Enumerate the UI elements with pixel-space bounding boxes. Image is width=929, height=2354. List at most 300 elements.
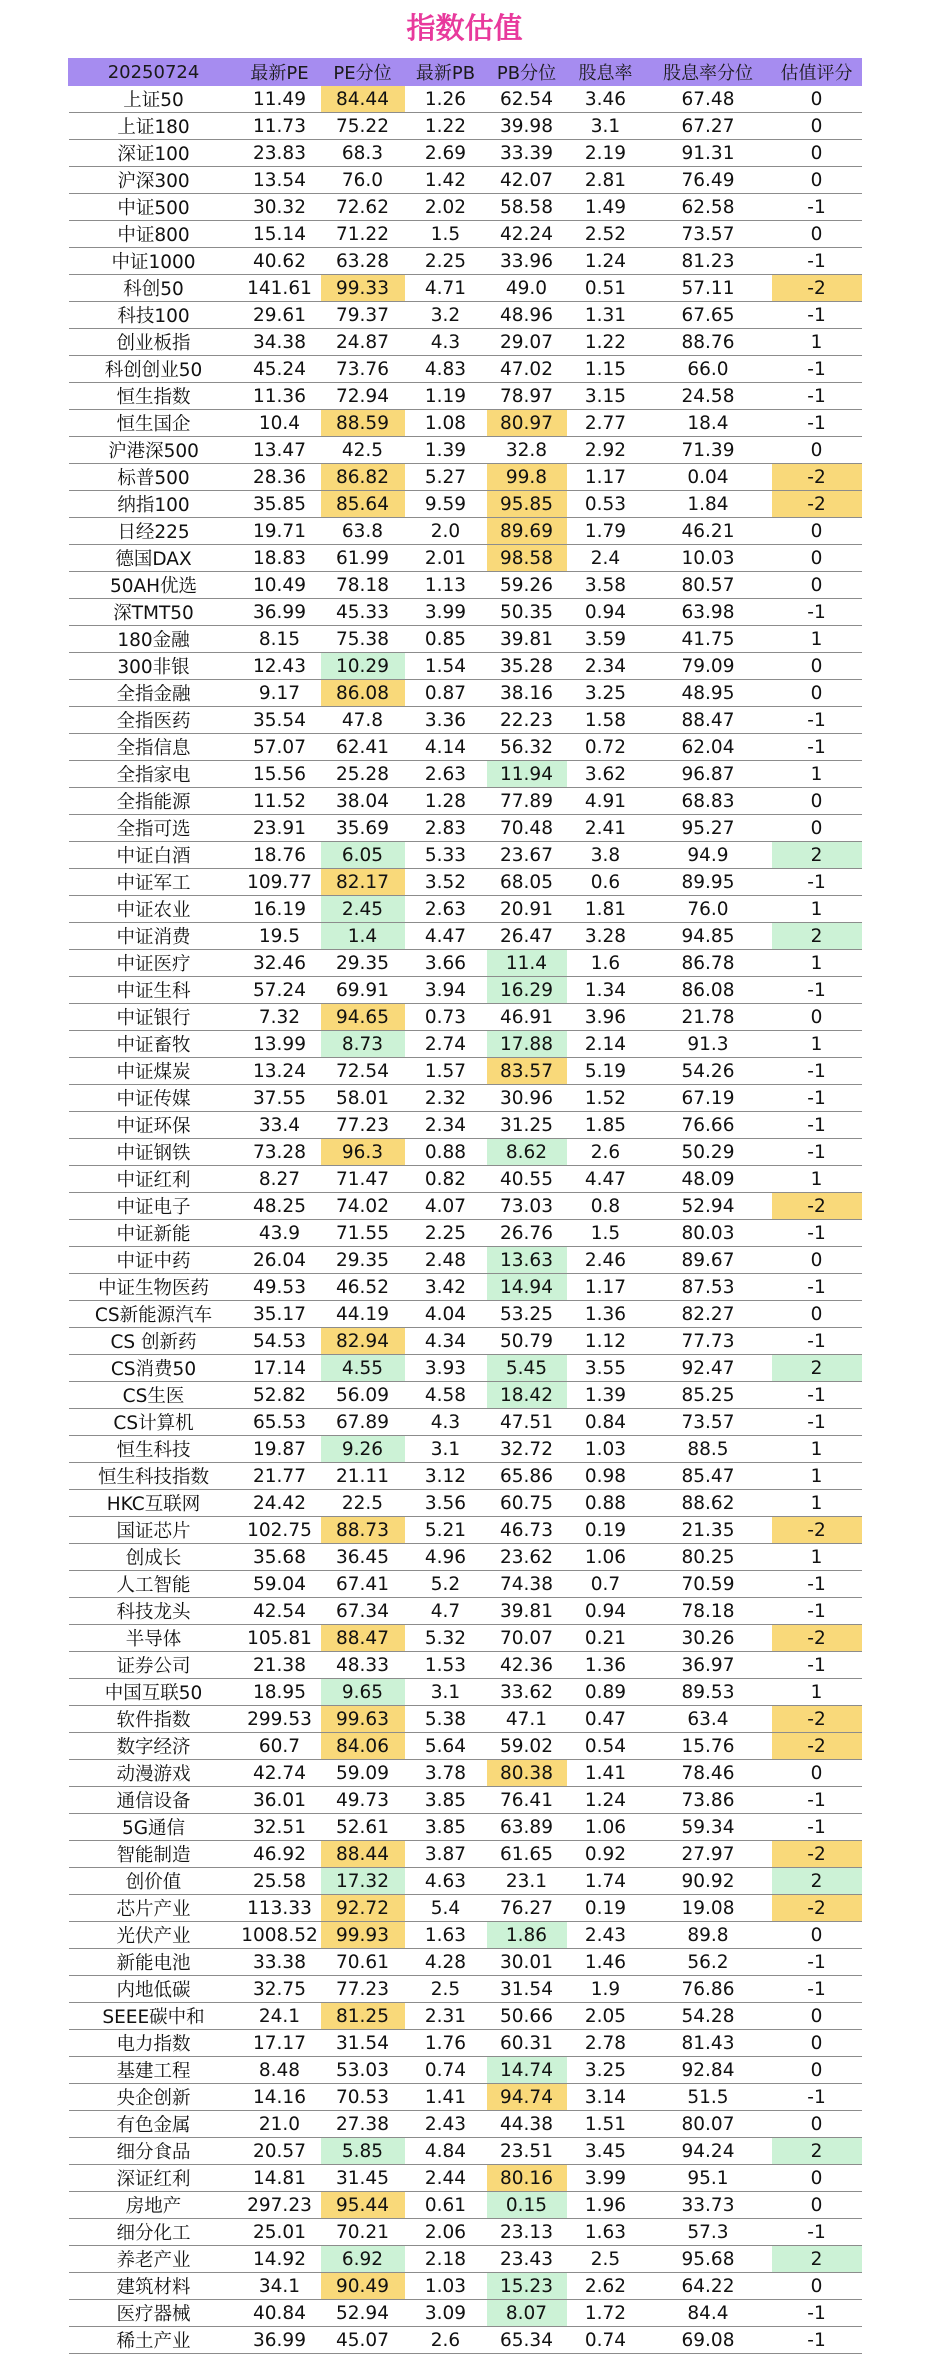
valuation-score: -1	[772, 356, 862, 383]
valuation-score: 2	[772, 2138, 862, 2165]
pb-percentile: 61.65	[487, 1841, 567, 1868]
pe-percentile: 74.02	[321, 1193, 405, 1220]
dividend-yield: 0.8	[567, 1193, 645, 1220]
dividend-percentile: 50.29	[645, 1139, 772, 1166]
valuation-score: -1	[772, 1814, 862, 1841]
valuation-score: -1	[772, 1652, 862, 1679]
pb-value: 9.59	[405, 491, 487, 518]
pb-value: 3.85	[405, 1787, 487, 1814]
pb-value: 4.3	[405, 1409, 487, 1436]
dividend-yield: 0.19	[567, 1895, 645, 1922]
pe-value: 21.0	[239, 2111, 321, 2138]
pb-percentile: 8.07	[487, 2300, 567, 2327]
dividend-yield: 1.46	[567, 1949, 645, 1976]
dividend-yield: 1.03	[567, 1436, 645, 1463]
dividend-percentile: 30.26	[645, 1625, 772, 1652]
pe-percentile: 48.33	[321, 1652, 405, 1679]
index-name: 沪港深500	[69, 437, 239, 464]
dividend-percentile: 63.4	[645, 1706, 772, 1733]
table-row	[69, 2300, 862, 2327]
pe-percentile: 24.87	[321, 329, 405, 356]
dividend-yield: 0.54	[567, 1733, 645, 1760]
dividend-yield: 3.14	[567, 2084, 645, 2111]
pb-value: 4.47	[405, 923, 487, 950]
table-row	[69, 275, 862, 302]
dividend-percentile: 67.48	[645, 86, 772, 113]
pb-value: 4.14	[405, 734, 487, 761]
valuation-score: 2	[772, 1355, 862, 1382]
index-name: 软件指数	[69, 1706, 239, 1733]
table-row	[69, 329, 862, 356]
pb-value: 3.66	[405, 950, 487, 977]
dividend-percentile: 1.84	[645, 491, 772, 518]
dividend-yield: 1.34	[567, 977, 645, 1004]
dividend-yield: 1.9	[567, 1976, 645, 2003]
table-row	[69, 2030, 862, 2057]
dividend-yield: 1.85	[567, 1112, 645, 1139]
dividend-percentile: 86.78	[645, 950, 772, 977]
index-name: 中证钢铁	[69, 1139, 239, 1166]
pb-value: 1.63	[405, 1922, 487, 1949]
dividend-percentile: 59.34	[645, 1814, 772, 1841]
dividend-percentile: 79.09	[645, 653, 772, 680]
valuation-score: -1	[772, 1058, 862, 1085]
dividend-percentile: 76.49	[645, 167, 772, 194]
pe-percentile: 70.21	[321, 2219, 405, 2246]
pb-percentile: 46.91	[487, 1004, 567, 1031]
valuation-score: 0	[772, 1760, 862, 1787]
dividend-yield: 2.46	[567, 1247, 645, 1274]
dividend-percentile: 78.46	[645, 1760, 772, 1787]
dividend-yield: 1.24	[567, 1787, 645, 1814]
table-row	[69, 1571, 862, 1598]
table-row	[69, 194, 862, 221]
index-name: 建筑材料	[69, 2273, 239, 2300]
table-row	[69, 1328, 862, 1355]
table-row	[69, 896, 862, 923]
pb-value: 4.04	[405, 1301, 487, 1328]
pb-value: 1.39	[405, 437, 487, 464]
pb-percentile: 50.35	[487, 599, 567, 626]
pe-percentile: 36.45	[321, 1544, 405, 1571]
pb-value: 1.19	[405, 383, 487, 410]
pb-percentile: 42.24	[487, 221, 567, 248]
table-row	[69, 1706, 862, 1733]
pe-percentile: 90.49	[321, 2273, 405, 2300]
index-name: 深TMT50	[69, 599, 239, 626]
pe-percentile: 69.91	[321, 977, 405, 1004]
pe-value: 35.17	[239, 1301, 321, 1328]
index-name: 5G通信	[69, 1814, 239, 1841]
index-name: 央企创新	[69, 2084, 239, 2111]
index-name: 300非银	[69, 653, 239, 680]
pb-value: 4.58	[405, 1382, 487, 1409]
pe-value: 32.75	[239, 1976, 321, 2003]
dividend-percentile: 84.4	[645, 2300, 772, 2327]
pb-value: 1.22	[405, 113, 487, 140]
valuation-score: -1	[772, 869, 862, 896]
pb-value: 4.07	[405, 1193, 487, 1220]
valuation-score: -2	[772, 464, 862, 491]
dividend-percentile: 54.26	[645, 1058, 772, 1085]
table-row	[69, 1436, 862, 1463]
pb-value: 2.44	[405, 2165, 487, 2192]
pb-percentile: 49.0	[487, 275, 567, 302]
dividend-yield: 2.19	[567, 140, 645, 167]
valuation-score: 0	[772, 86, 862, 113]
valuation-score: -1	[772, 2300, 862, 2327]
pe-value: 8.15	[239, 626, 321, 653]
pe-value: 8.27	[239, 1166, 321, 1193]
pb-value: 1.42	[405, 167, 487, 194]
dividend-yield: 2.62	[567, 2273, 645, 2300]
valuation-score: 0	[772, 2003, 862, 2030]
pe-percentile: 86.08	[321, 680, 405, 707]
valuation-score: 1	[772, 1679, 862, 1706]
pe-percentile: 77.23	[321, 1112, 405, 1139]
dividend-percentile: 80.25	[645, 1544, 772, 1571]
index-name: 纳指100	[69, 491, 239, 518]
pb-value: 0.73	[405, 1004, 487, 1031]
pe-percentile: 62.41	[321, 734, 405, 761]
index-name: 全指家电	[69, 761, 239, 788]
pe-value: 9.17	[239, 680, 321, 707]
table-row	[69, 2138, 862, 2165]
pb-value: 0.88	[405, 1139, 487, 1166]
dividend-yield: 1.06	[567, 1544, 645, 1571]
table-row	[69, 167, 862, 194]
valuation-score: 0	[772, 653, 862, 680]
pb-percentile: 5.45	[487, 1355, 567, 1382]
pe-percentile: 82.17	[321, 869, 405, 896]
pe-value: 33.4	[239, 1112, 321, 1139]
pb-value: 4.96	[405, 1544, 487, 1571]
dividend-yield: 1.96	[567, 2192, 645, 2219]
pb-percentile: 23.13	[487, 2219, 567, 2246]
dividend-percentile: 56.2	[645, 1949, 772, 1976]
valuation-score: 1	[772, 1544, 862, 1571]
pe-value: 23.83	[239, 140, 321, 167]
pb-value: 2.01	[405, 545, 487, 572]
dividend-percentile: 19.08	[645, 1895, 772, 1922]
dividend-yield: 2.92	[567, 437, 645, 464]
table-row	[69, 707, 862, 734]
pb-percentile: 98.58	[487, 545, 567, 572]
valuation-score: 0	[772, 1301, 862, 1328]
pe-value: 299.53	[239, 1706, 321, 1733]
dividend-percentile: 46.21	[645, 518, 772, 545]
pe-value: 40.84	[239, 2300, 321, 2327]
dividend-yield: 1.36	[567, 1652, 645, 1679]
table-row	[69, 2057, 862, 2084]
pb-percentile: 32.72	[487, 1436, 567, 1463]
dividend-percentile: 88.76	[645, 329, 772, 356]
pe-percentile: 99.33	[321, 275, 405, 302]
pb-value: 0.85	[405, 626, 487, 653]
valuation-score: -2	[772, 1625, 862, 1652]
pe-value: 19.5	[239, 923, 321, 950]
valuation-score: 0	[772, 545, 862, 572]
pb-percentile: 89.69	[487, 518, 567, 545]
dividend-yield: 0.74	[567, 2327, 645, 2354]
index-name: 中国互联50	[69, 1679, 239, 1706]
pe-percentile: 67.34	[321, 1598, 405, 1625]
dividend-yield: 3.1	[567, 113, 645, 140]
pb-percentile: 17.88	[487, 1031, 567, 1058]
valuation-score: -1	[772, 1274, 862, 1301]
pe-percentile: 63.8	[321, 518, 405, 545]
index-name: 中证环保	[69, 1112, 239, 1139]
table-row	[69, 1274, 862, 1301]
header-pe: 最新PE	[239, 59, 321, 86]
pb-percentile: 40.55	[487, 1166, 567, 1193]
dividend-yield: 1.24	[567, 248, 645, 275]
pe-percentile: 25.28	[321, 761, 405, 788]
table-row	[69, 1301, 862, 1328]
dividend-yield: 3.8	[567, 842, 645, 869]
pe-percentile: 47.8	[321, 707, 405, 734]
dividend-yield: 1.74	[567, 1868, 645, 1895]
dividend-percentile: 88.47	[645, 707, 772, 734]
pe-value: 13.24	[239, 1058, 321, 1085]
dividend-yield: 3.59	[567, 626, 645, 653]
pe-value: 43.9	[239, 1220, 321, 1247]
index-name: 电力指数	[69, 2030, 239, 2057]
pe-value: 17.14	[239, 1355, 321, 1382]
table-row	[69, 1220, 862, 1247]
table-row	[69, 761, 862, 788]
pe-value: 26.04	[239, 1247, 321, 1274]
table-row	[69, 1841, 862, 1868]
pe-percentile: 29.35	[321, 1247, 405, 1274]
table-row	[69, 410, 862, 437]
pb-percentile: 65.86	[487, 1463, 567, 1490]
table-body	[69, 86, 862, 2354]
dividend-percentile: 94.85	[645, 923, 772, 950]
pe-percentile: 31.45	[321, 2165, 405, 2192]
index-name: 中证农业	[69, 896, 239, 923]
index-name: 深证100	[69, 140, 239, 167]
pb-percentile: 14.74	[487, 2057, 567, 2084]
pb-percentile: 95.85	[487, 491, 567, 518]
index-name: 中证电子	[69, 1193, 239, 1220]
pe-percentile: 72.62	[321, 194, 405, 221]
pe-value: 102.75	[239, 1517, 321, 1544]
pe-value: 113.33	[239, 1895, 321, 1922]
table-row	[69, 86, 862, 113]
dividend-yield: 3.25	[567, 680, 645, 707]
pe-value: 49.53	[239, 1274, 321, 1301]
valuation-score: -1	[772, 1787, 862, 1814]
table-row	[69, 2192, 862, 2219]
pb-percentile: 18.42	[487, 1382, 567, 1409]
index-name: 科创创业50	[69, 356, 239, 383]
valuation-score: -1	[772, 2327, 862, 2354]
valuation-score: -1	[772, 302, 862, 329]
index-name: 中证新能	[69, 1220, 239, 1247]
pb-percentile: 39.81	[487, 1598, 567, 1625]
pe-value: 23.91	[239, 815, 321, 842]
pb-percentile: 53.25	[487, 1301, 567, 1328]
index-name: 细分食品	[69, 2138, 239, 2165]
pe-value: 36.99	[239, 599, 321, 626]
pe-percentile: 67.89	[321, 1409, 405, 1436]
pb-percentile: 80.38	[487, 1760, 567, 1787]
valuation-score: 0	[772, 2192, 862, 2219]
dividend-percentile: 85.25	[645, 1382, 772, 1409]
dividend-percentile: 73.57	[645, 1409, 772, 1436]
pb-percentile: 50.66	[487, 2003, 567, 2030]
dividend-yield: 0.72	[567, 734, 645, 761]
index-name: 通信设备	[69, 1787, 239, 1814]
dividend-percentile: 52.94	[645, 1193, 772, 1220]
table-row	[69, 1760, 862, 1787]
pb-percentile: 65.34	[487, 2327, 567, 2354]
dividend-percentile: 85.47	[645, 1463, 772, 1490]
valuation-score: -1	[772, 2219, 862, 2246]
index-name: 中证生科	[69, 977, 239, 1004]
pe-value: 14.16	[239, 2084, 321, 2111]
valuation-score: 0	[772, 572, 862, 599]
table-row	[69, 1247, 862, 1274]
pe-value: 33.38	[239, 1949, 321, 1976]
dividend-percentile: 81.43	[645, 2030, 772, 2057]
valuation-score: 0	[772, 2030, 862, 2057]
table-row	[69, 1463, 862, 1490]
pb-value: 3.93	[405, 1355, 487, 1382]
pe-percentile: 35.69	[321, 815, 405, 842]
pe-value: 297.23	[239, 2192, 321, 2219]
table-row	[69, 464, 862, 491]
pe-percentile: 6.05	[321, 842, 405, 869]
dividend-percentile: 89.53	[645, 1679, 772, 1706]
pe-value: 14.92	[239, 2246, 321, 2273]
pb-value: 2.48	[405, 1247, 487, 1274]
dividend-yield: 2.6	[567, 1139, 645, 1166]
table-row	[69, 2084, 862, 2111]
page-title: 指数估值	[406, 11, 523, 45]
dividend-percentile: 87.53	[645, 1274, 772, 1301]
pb-value: 1.13	[405, 572, 487, 599]
table-row	[69, 1679, 862, 1706]
pb-value: 1.53	[405, 1652, 487, 1679]
valuation-score: 1	[772, 761, 862, 788]
pe-value: 37.55	[239, 1085, 321, 1112]
table-row	[69, 950, 862, 977]
table-row	[69, 1787, 862, 1814]
dividend-percentile: 67.27	[645, 113, 772, 140]
pb-value: 2.34	[405, 1112, 487, 1139]
pe-value: 28.36	[239, 464, 321, 491]
pb-percentile: 47.51	[487, 1409, 567, 1436]
pe-percentile: 52.94	[321, 2300, 405, 2327]
pe-percentile: 52.61	[321, 1814, 405, 1841]
valuation-score: -1	[772, 977, 862, 1004]
pe-value: 29.61	[239, 302, 321, 329]
dividend-percentile: 57.11	[645, 275, 772, 302]
index-name: 智能制造	[69, 1841, 239, 1868]
table-row	[69, 113, 862, 140]
table-row	[69, 2003, 862, 2030]
pe-value: 59.04	[239, 1571, 321, 1598]
pe-value: 15.14	[239, 221, 321, 248]
pb-percentile: 80.16	[487, 2165, 567, 2192]
table-row	[69, 1868, 862, 1895]
table-row	[69, 572, 862, 599]
index-name: 上证50	[69, 86, 239, 113]
pb-percentile: 23.1	[487, 1868, 567, 1895]
dividend-percentile: 71.39	[645, 437, 772, 464]
dividend-yield: 4.47	[567, 1166, 645, 1193]
pb-percentile: 23.67	[487, 842, 567, 869]
pb-value: 3.52	[405, 869, 487, 896]
pe-value: 1008.52	[239, 1922, 321, 1949]
index-name: SEEE碳中和	[69, 2003, 239, 2030]
pb-percentile: 31.25	[487, 1112, 567, 1139]
dividend-yield: 2.52	[567, 221, 645, 248]
pb-percentile: 14.94	[487, 1274, 567, 1301]
valuation-score: 1	[772, 950, 862, 977]
dividend-yield: 2.43	[567, 1922, 645, 1949]
pe-percentile: 96.3	[321, 1139, 405, 1166]
pe-value: 10.49	[239, 572, 321, 599]
pe-value: 105.81	[239, 1625, 321, 1652]
pb-percentile: 39.81	[487, 626, 567, 653]
pb-value: 2.83	[405, 815, 487, 842]
pe-percentile: 88.47	[321, 1625, 405, 1652]
valuation-score: -2	[772, 1706, 862, 1733]
pe-value: 48.25	[239, 1193, 321, 1220]
valuation-score: 0	[772, 221, 862, 248]
pe-percentile: 88.59	[321, 410, 405, 437]
pb-percentile: 23.51	[487, 2138, 567, 2165]
pb-percentile: 22.23	[487, 707, 567, 734]
dividend-yield: 1.79	[567, 518, 645, 545]
dividend-percentile: 77.73	[645, 1328, 772, 1355]
table-row	[69, 2246, 862, 2273]
header-dividend-percentile: 股息率分位	[645, 59, 772, 86]
valuation-score: -2	[772, 275, 862, 302]
index-name: 恒生科技指数	[69, 1463, 239, 1490]
valuation-score: 2	[772, 1868, 862, 1895]
pb-value: 5.33	[405, 842, 487, 869]
table-row	[69, 1814, 862, 1841]
table-row	[69, 2273, 862, 2300]
table-row	[69, 1598, 862, 1625]
pb-percentile: 23.62	[487, 1544, 567, 1571]
valuation-score: 0	[772, 113, 862, 140]
valuation-score: 0	[772, 2111, 862, 2138]
pe-percentile: 99.63	[321, 1706, 405, 1733]
dividend-percentile: 82.27	[645, 1301, 772, 1328]
pb-percentile: 94.74	[487, 2084, 567, 2111]
pe-value: 34.38	[239, 329, 321, 356]
valuation-score: -1	[772, 707, 862, 734]
dividend-yield: 1.63	[567, 2219, 645, 2246]
valuation-score: 0	[772, 815, 862, 842]
header-row	[69, 59, 862, 86]
pb-value: 3.78	[405, 1760, 487, 1787]
dividend-percentile: 96.87	[645, 761, 772, 788]
pe-percentile: 22.5	[321, 1490, 405, 1517]
valuation-score: 1	[772, 626, 862, 653]
pb-percentile: 77.89	[487, 788, 567, 815]
valuation-score: 1	[772, 1436, 862, 1463]
index-name: 国证芯片	[69, 1517, 239, 1544]
header-dividend-yield: 股息率	[567, 59, 645, 86]
table-row	[69, 1490, 862, 1517]
index-name: 中证军工	[69, 869, 239, 896]
